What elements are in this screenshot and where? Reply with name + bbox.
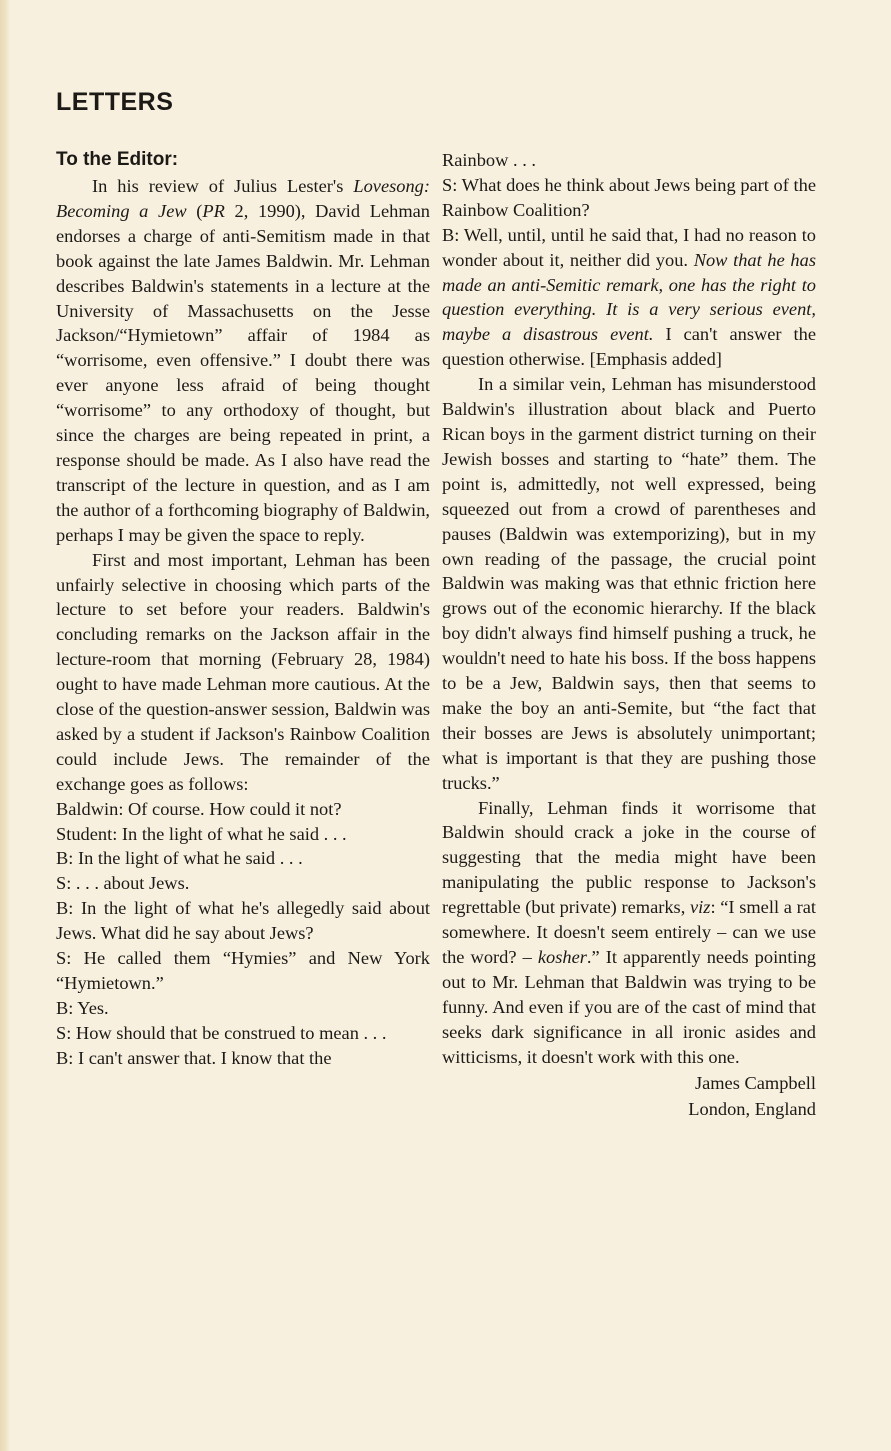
page-binding-edge [0,0,10,1451]
dialogue-line: Baldwin: Of course. How could it not? [56,798,342,819]
signature-name: James Campbell [694,1072,816,1093]
right-column [442,148,816,1122]
dialogue-line: S: How should that be construed to mean . . . [56,1022,387,1043]
dialogue-line: B: I can't answer that. I know that the [56,1047,332,1068]
dialogue-line: Student: In the light of what he said . . . [56,823,347,844]
journal-abbrev: PR [202,200,225,221]
dialogue-line: B: In the light of what he's allegedly said about Jews. What did he say about Jews? [56,898,430,944]
letter-paragraph-3: In a similar vein, Lehman has misunderstood Baldwin's illustration about black and Puerto Rican boys in the garment district turning on their Jewish bosses and starting to “hate” them. The point is, admittedly, not well expressed, being squeezed out from a crowd of parentheses and pauses (Baldwin was extemporizing), but in my own reading of the passage, the crucial point Baldwin was making was that ethnic friction here grows out of the economic hierarchy. If the black boy didn't always find himself pushing a truck, he wouldn't need to hate his boss. If the boss happens to be a Jew, Baldwin says, then that seems to make the boy an anti-Semite, but “the fact that their bosses are Jews is absolutely unimportant; what is important is that they are pushing those trucks.” [442,374,816,793]
dialogue-line: S: . . . about Jews. [56,873,190,894]
signature-block [442,1070,816,1122]
letter-paragraph-1: In his review of Julius Lester's Lovesong: Becoming a Jew (PR 2, 1990), David Lehman endorses a charge of anti-Semitism made in that book against the late James Baldwin. Mr. Lehman describes Baldwin's statements in a lecture at the University of Massachusetts on the Jesse Jackson/“Hymietown” affair of 1984 as “worrisome, even offensive.” I doubt there was ever anyone less afraid of being thought “worrisome” to any orthodoxy of thought, but since the charges are being repeated in print, a response should be made. As I also have read the transcript of the lecture in question, and as I am the author of a forthcoming biography of Baldwin, perhaps I may be given the space to reply. [56,176,430,545]
dialogue-line: B: In the light of what he said . . . [56,848,303,869]
section-title: LETTERS [56,88,174,116]
dialogue-line: B: Well, until, until he said that, I had no reason to wonder about it, neither did you. Now that he has made an anti-Semitic remark, one has the right to question everything. It is a very serious event, maybe a disastrous event. I can't answer the question otherwise. [Emphasis added] [442,224,816,370]
dialogue-line: S: He called them “Hymies” and New York “Hymietown.” [56,948,430,993]
letter-paragraph-4: Finally, Lehman finds it worrisome that Baldwin should crack a joke in the course of suggesting that the media might have been manipulating the public response to Jackson's regrettable (but private) remarks, viz: “I smell a rat somewhere. It doesn't seem entirely – can we use the word? – kosher.” It apparently needs pointing out to Mr. Lehman that Baldwin was trying to be funny. And even if you are of the cast of mind that seeks dark significance in all ironic asides and witticisms, it doesn't work with this one. [442,797,816,1067]
book-title: Lovesong: Becoming a Jew [56,176,430,221]
dialogue-continuation: Rainbow . . . [442,150,536,170]
dialogue-line: S: What does he think about Jews being part of the Rainbow Coalition? [442,174,816,220]
letter-paragraph-2: First and most important, Lehman has been unfairly selective in choosing which parts of the lecture to set before your readers. Baldwin's concluding remarks on the Jackson affair in the lecture-room that morning (February 28, 1984) ought to have made Lehman more cautious. At the close of the question-answer session, Baldwin was asked by a student if Jackson's Rainbow Coalition could include Jews. The remainder of the exchange goes as follows: [56,549,430,794]
dialogue-line: B: Yes. [56,997,109,1018]
left-column [56,148,430,1071]
salutation: To the Editor: [56,149,179,170]
emphasized-quote: Now that he has made an anti-Semitic remark, one has the right to question everything. It is a very serious event, maybe a disastrous event. [442,249,816,345]
signature-location: London, England [688,1098,816,1119]
